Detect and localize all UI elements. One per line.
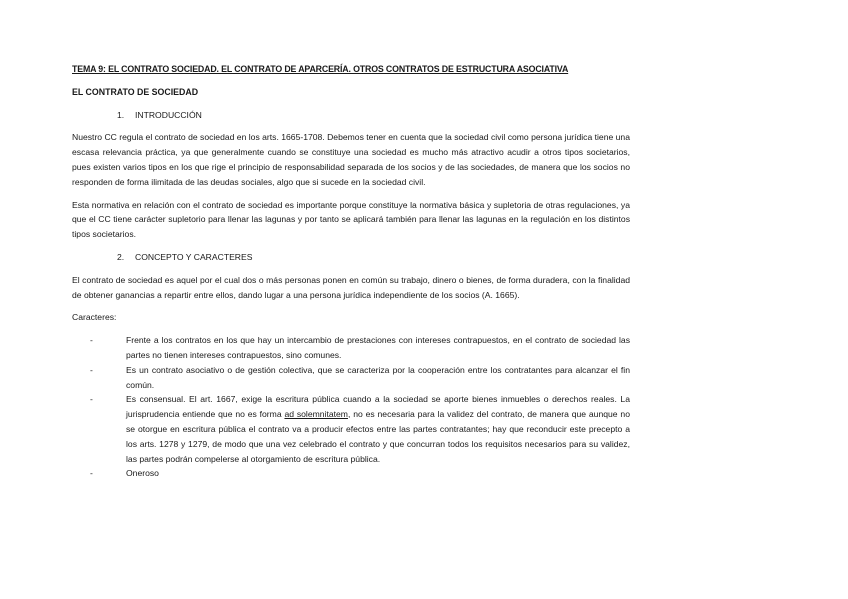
list-item-text: Frente a los contratos en los que hay un intercambio de prestaciones con intereses contrapuestos, en el contrato de sociedad las partes no tienen intereses contrapuestos, sino comunes. (126, 335, 630, 360)
paragraph-3: El contrato de sociedad es aquel por el cual dos o más personas ponen en común su trabajo, dinero o bienes, de forma duradera, con la finalidad de obtener ganancias a repartir entre ellos, dando lugar a una persona jurídica independiente de los socios (A. 1665). (72, 274, 630, 300)
list-item-text: Oneroso (126, 468, 159, 479)
list-item (72, 333, 630, 363)
bullet-marker: - (90, 394, 93, 405)
subsection-title: INTRODUCCIÓN (135, 109, 202, 120)
paragraph-2: Esta normativa en relación con el contrato de sociedad es importante porque constituye la normativa básica y supletoria de otras regulaciones, ya que el CC tiene carácter supletorio para llenar las lagunas y por tanto se aplicará también para llenar las lagunas en la regulación en los distintos tipos societarios. (72, 199, 630, 240)
bullet-marker: - (90, 335, 93, 346)
list-item-text: Es un contrato asociativo o de gestión colectiva, que se caracteriza por la cooperación entre los contratantes para alcanzar el fin común. (126, 364, 630, 390)
text-run: Es consensual. El art. 1667, exige la escritura pública cuando a la sociedad se aporte bienes inmuebles o derechos reales. La jurisprudencia entiende que no es forma (126, 394, 630, 420)
text-run: , no es necesaria para la validez del contrato, de manera que aunque no se otorgue en escritura pública el contrato va a producir efectos entre las partes contratantes; hay que reconducir este precepto a los arts. 1278 y 1279, de modo que una vez celebrado el contrato y que concurran todos los requisitos necesarios para su validez, las partes podrán compelerse al otorgamiento de escritura pública. (126, 409, 630, 464)
subsection-number: 2. (117, 251, 125, 262)
underlined-term: ad solemnitatem (284, 409, 348, 420)
bullet-marker: - (90, 364, 93, 375)
subsection-number: 1. (117, 109, 125, 120)
document-title: TEMA 9: EL CONTRATO SOCIEDAD. EL CONTRATO DE APARCERÍA. OTROS CONTRATOS DE ESTRUCTURA ASOCIATIVA (72, 64, 569, 74)
list-item (72, 392, 630, 466)
subsection-heading-1 (117, 108, 630, 123)
bullet-marker: - (90, 468, 93, 479)
caracteres-list (72, 333, 630, 481)
subsection-title: CONCEPTO Y CARACTERES (135, 251, 253, 262)
document-page (72, 62, 630, 481)
caracteres-label: Caracteres: (72, 312, 117, 323)
list-item (72, 466, 630, 481)
list-item (72, 363, 630, 393)
list-item-text (126, 392, 630, 466)
section-heading: EL CONTRATO DE SOCIEDAD (72, 86, 199, 97)
paragraph-1: Nuestro CC regula el contrato de sociedad en los arts. 1665-1708. Debemos tener en cuenta que la sociedad civil como persona jurídica tiene una escasa relevancia práctica, ya que generalmente cuando se constituye una sociedad es mucho más atractivo acudir a otros tipos societarios, pues existen varios tipos en los que rige el principio de responsabilidad separada de los socios y de las sociedades, de manera que los socios no responden de forma ilimitada de las deudas sociales, algo que si sucede en la sociedad civil. (72, 132, 630, 187)
subsection-heading-2 (117, 250, 630, 265)
